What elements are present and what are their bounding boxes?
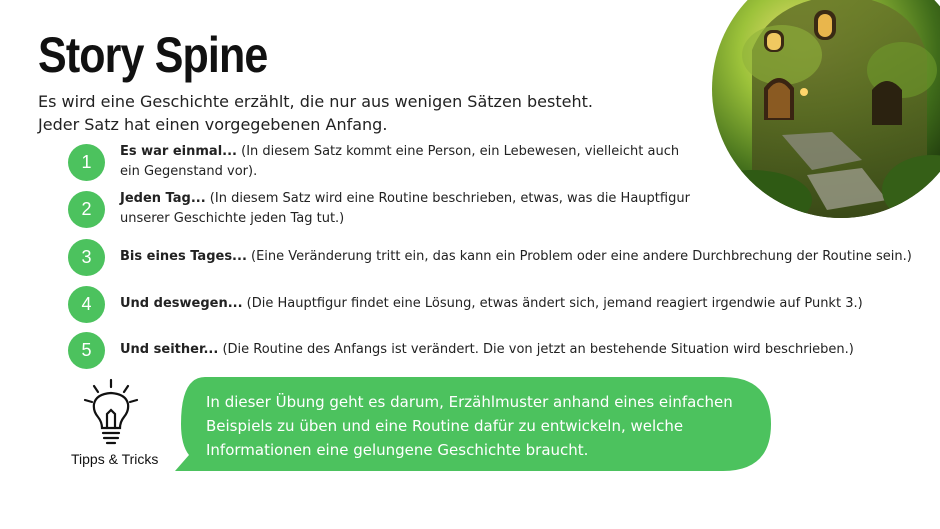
step-item bbox=[68, 284, 863, 324]
step-text bbox=[120, 189, 690, 229]
step-description: (Die Hauptfigur findet eine Lösung, etwas ändert sich, jemand reagiert irgendwie auf Punkt 3.) bbox=[242, 296, 863, 311]
step-text bbox=[120, 247, 912, 267]
step-number-badge: 2 bbox=[68, 191, 105, 228]
step-text bbox=[120, 294, 863, 314]
tree-house-image bbox=[712, 0, 940, 218]
step-item bbox=[68, 189, 690, 229]
step-description: (In diesem Satz kommt eine Person, ein Lebewesen, vielleicht auch bbox=[236, 144, 680, 159]
step-lead: Bis eines Tages... bbox=[120, 249, 247, 264]
step-number-badge: 4 bbox=[68, 286, 105, 323]
step-text bbox=[120, 142, 679, 182]
step-lead: Und seither... bbox=[120, 342, 219, 357]
step-description: (Eine Veränderung tritt ein, das kann ein Problem oder eine andere Durchbrechung der Routine sein.) bbox=[246, 249, 912, 264]
step-text bbox=[120, 340, 854, 360]
intro-text bbox=[38, 90, 593, 136]
tips-line: Beispiels zu üben und eine Routine dafür zu entwickeln, welche bbox=[206, 417, 684, 435]
tips-line: In dieser Übung geht es darum, Erzählmuster anhand eines einfachen bbox=[206, 393, 733, 411]
page-title: Story Spine bbox=[38, 27, 268, 83]
step-description: (In diesem Satz wird eine Routine beschrieben, etwas, was die Hauptfigur bbox=[205, 191, 690, 206]
step-number-badge: 3 bbox=[68, 239, 105, 276]
step-lead: Es war einmal... bbox=[120, 144, 237, 159]
step-description: (Die Routine des Anfangs ist verändert. Die von jetzt an bestehende Situation wird beschrieben.) bbox=[218, 342, 854, 357]
step-item bbox=[68, 142, 679, 182]
step-description: ein Gegenstand vor). bbox=[120, 164, 258, 179]
step-item bbox=[68, 237, 912, 277]
tips-label: Tipps & Tricks bbox=[71, 451, 159, 467]
tips-line: Informationen eine gelungene Geschichte braucht. bbox=[206, 441, 589, 459]
lightbulb-icon bbox=[82, 378, 140, 450]
intro-line: Jeder Satz hat einen vorgegebenen Anfang. bbox=[38, 115, 388, 134]
step-number-badge: 1 bbox=[68, 144, 105, 181]
step-number-badge: 5 bbox=[68, 332, 105, 369]
intro-line: Es wird eine Geschichte erzählt, die nur aus wenigen Sätzen besteht. bbox=[38, 92, 593, 111]
step-description: unserer Geschichte jeden Tag tut.) bbox=[120, 211, 345, 226]
step-lead: Und deswegen... bbox=[120, 296, 243, 311]
step-lead: Jeden Tag... bbox=[120, 191, 206, 206]
step-item bbox=[68, 330, 854, 370]
tips-text bbox=[206, 390, 756, 462]
